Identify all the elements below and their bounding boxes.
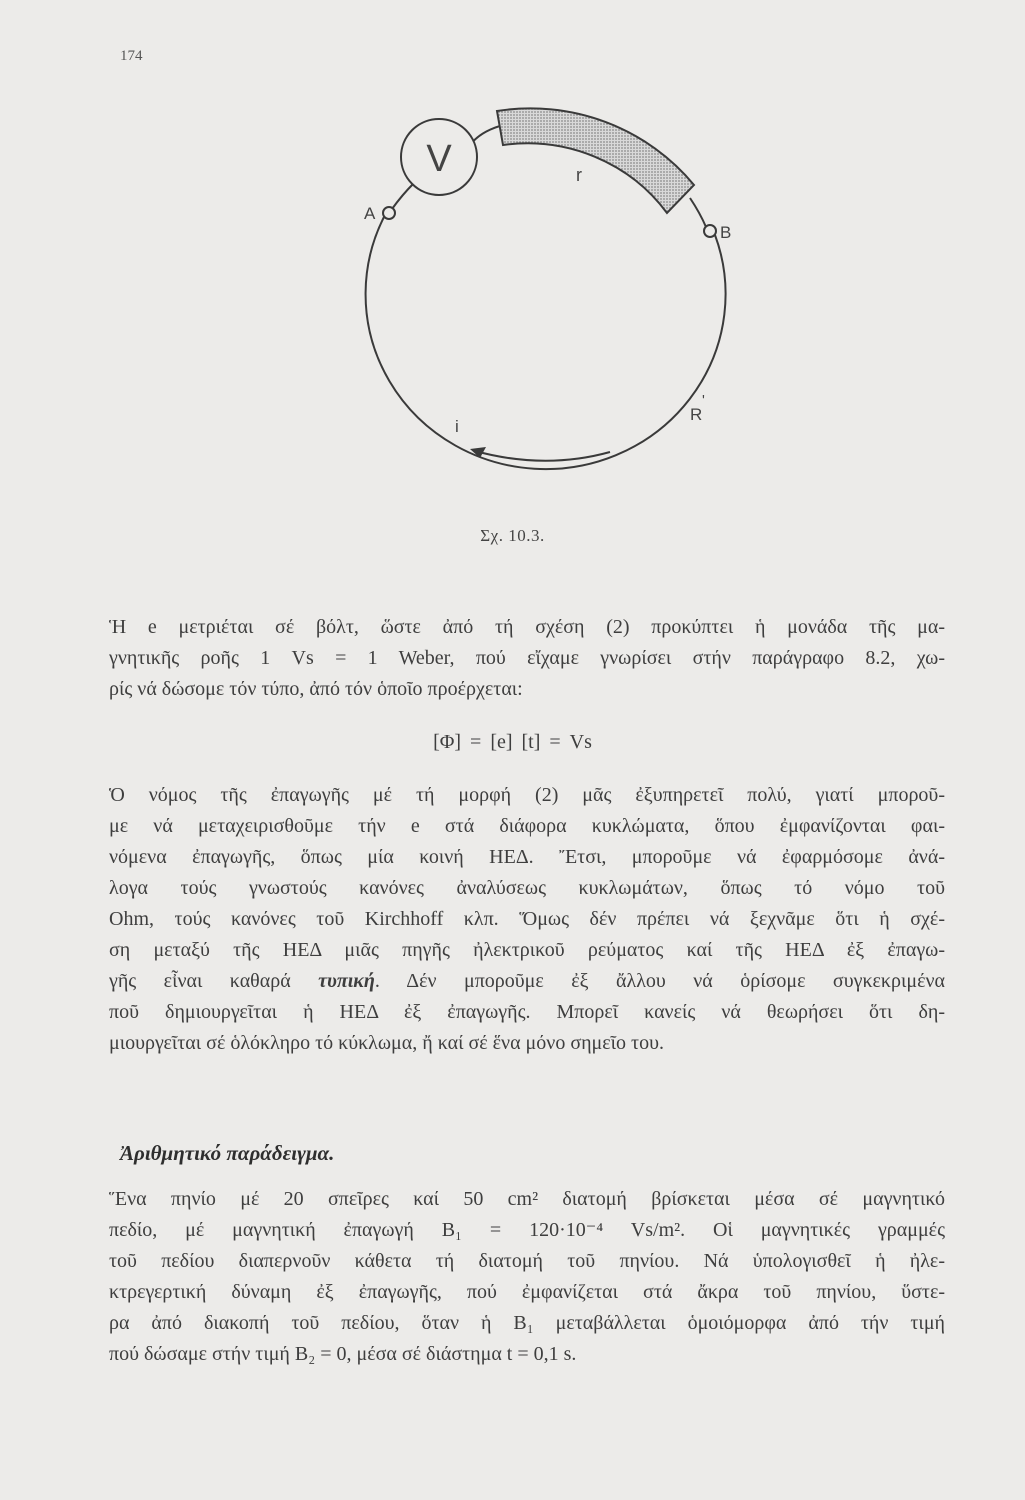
text-line: ποῦ δημιουργεῖται ἡ ΗΕΔ ἐξ ἐπαγωγῆς. Μπορεῖ κανείς νά θεωρήσει ὅτι δη- [109, 1001, 945, 1023]
current-label: i [455, 417, 459, 436]
text-line: Ἡ e μετριέται σέ βόλτ, ὥστε ἀπό τή σχέση (2) προκύπτει ἡ μονάδα τῆς μα- [109, 616, 945, 638]
text-line: τοῦ πεδίου διαπερνοῦν κάθετα τή διατομή τοῦ πηνίου. Νά ὑπολογισθεῖ ἡ ἠλε- [109, 1250, 945, 1272]
text-line: με νά μεταχειρισθοῦμε τήν e στά διάφορα κυκλώματα, ὅπου ἐμφανίζονται φαι- [109, 815, 945, 837]
circuit-wire-b-to-r [690, 198, 706, 227]
figure-caption: Σχ. 10.3. [480, 526, 545, 545]
terminal-a-label: A [364, 204, 376, 223]
terminal-b-label: B [720, 223, 732, 242]
text-line: λογα τούς γνωστούς κανόνες ἀναλύσεως κυκλωμάτων, ὅπως τό νόμο τοῦ [109, 877, 945, 899]
text-line: Ohm, τούς κανόνες τοῦ Kirchhoff κλπ. Ὅμως δέν πρέπει νά ξεχνᾶμε ὅτι ἡ σχέ- [109, 908, 945, 930]
voltmeter-label: V [426, 138, 452, 180]
text-line: πεδίο, μέ μαγνητική ἐπαγωγή B₁ = 120·10⁻⁴ Vs/m². Οἱ μαγνητικές γραμμές [109, 1219, 945, 1241]
text-line: ρίς νά δώσομε τόν τύπο, ἀπό τόν ὁποῖο προέρχεται: [109, 678, 523, 700]
text-line: Ἕνα πηνίο μέ 20 σπεῖρες καί 50 cm² διατομή βρίσκεται μέσα σέ μαγνητικό [109, 1188, 945, 1210]
text-line: μιουργεῖται σέ ὁλόκληρο τό κύκλωμα, ἤ καί σέ ἕνα μόνο σημεῖο του. [109, 1032, 664, 1054]
paragraph-example [109, 1184, 945, 1370]
emphasis-typical: τυπική [318, 970, 375, 992]
paragraph-induction-law [109, 780, 945, 1059]
text-line: κτρεγερτική δύναμη ἐξ ἐπαγωγῆς, πού ἐμφανίζεται στά ἄκρα τοῦ πηνίου, ὕστε- [109, 1281, 945, 1303]
circuit-figure [0, 0, 1025, 560]
circuit-diagram [0, 0, 1025, 560]
circuit-wire-a-to-v [392, 183, 414, 209]
text-line: γνητικῆς ροῆς 1 Vs = 1 Weber, πού εἴχαμε γνωρίσει στήν παράγραφο 8.2, χω- [109, 647, 945, 669]
text-line: ρα ἀπό διακοπή τοῦ πεδίου, ὅταν ἡ B₁ μεταβάλλεται ὁμοιόμορφα ἀπό τήν τιμή [109, 1312, 945, 1334]
text-line-with-emphasis [109, 966, 945, 997]
terminal-a [383, 207, 395, 219]
text-line: ση μεταξύ τῆς ΗΕΔ μιᾶς πηγῆς ἠλεκτρικοῦ ρεύματος καί τῆς ΗΕΔ ἐξ ἐπαγω- [109, 939, 945, 961]
text-line: Ὁ νόμος τῆς ἐπαγωγῆς μέ τή μορφή (2) μᾶς ἐξυπηρετεῖ πολύ, γιατί μποροῦ- [109, 784, 945, 806]
resistor-r [497, 108, 694, 213]
text-line: νόμενα ἐπαγωγῆς, ὅπως μία κοινή ΗΕΔ. Ἔτσι, μποροῦμε νά ἐφαρμόσομε ἀνά- [109, 846, 945, 868]
example-heading: Ἀριθμητικό παράδειγμα. [120, 1141, 335, 1165]
paragraph-weber-unit [109, 612, 945, 705]
resistance-r-prime-mark: ' [702, 392, 705, 409]
page-number: 174 [120, 48, 143, 64]
circuit-wire-main [366, 215, 726, 469]
text-segment: . Δέν μποροῦμε ἐξ ἄλλου νά ὁρίσομε συγκεκριμένα [374, 970, 945, 992]
current-arrow [475, 451, 610, 461]
formula-flux-unit: [Φ] = [e] [t] = Vs [433, 731, 592, 753]
terminal-b [704, 225, 716, 237]
resistance-r-prime-label: R [690, 405, 703, 424]
text-segment: γῆς εἶναι καθαρά [109, 970, 319, 992]
text-line: πού δώσαμε στήν τιμή B₂ = 0, μέσα σέ διάστημα t = 0,1 s. [109, 1343, 577, 1365]
resistance-r-label: r [576, 165, 582, 185]
